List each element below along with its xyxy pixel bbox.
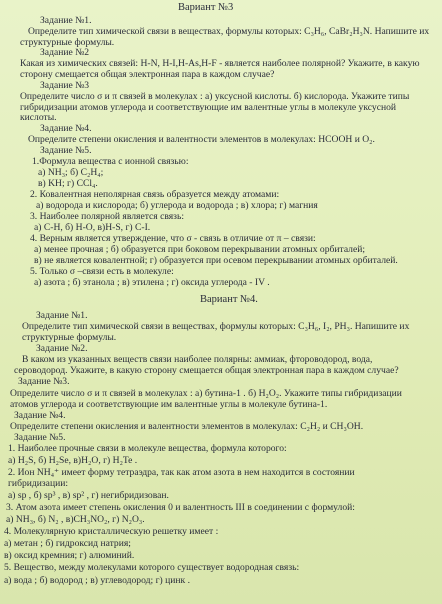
v4-line: Задание №2. [36,343,88,354]
v3-line: 4. Верным является утверждение, что σ - связь в отличие от π – связи: [30,233,316,244]
v3-line: а) азота ; б) этанола ; в) этилена ; г) оксида углерода - IV . [34,277,270,288]
v4-line: а) H₂S, б) H₂Se, в)H₂O, г) H₂Te . [8,455,138,466]
v4-line: а) NH₃, б) N₂ , в)CH₃NO₂, г) N₂O₃. [6,514,145,525]
v4-line: а) вода ; б) водород ; в) углеводород; г) цинк . [4,575,190,586]
v3-line: гибридизации атомов углерода и соответствующие им валентные углы в молекуле уксусной [20,102,397,113]
v4-line: Задание №1. [36,310,88,321]
v3-line: в) не является ковалентной; г) образуется при осевом перекрывании атомных орбиталей. [34,255,398,266]
v3-line: структурные формулы. [20,37,115,48]
v3-line: в) KH; г) CCl₄. [38,178,98,189]
v4-line: Задание №5. [14,432,66,443]
v4-line: 5. Вещество, между молекулами которого существует водородная связь: [4,562,300,573]
v3-line: Задание №1. [40,15,92,26]
v4-line: Определите тип химической связи в веществах, формулы которых: C₃H₆, I₂, PH₃. Напишите их [22,321,410,332]
v3-line: а) менее прочная ; б) образуется при боковом перекрывании атомных орбиталей; [34,244,366,255]
v4-line: атомов углерода и соответствующие им валентные углы в молекуле бутина-1. [10,399,328,410]
v3-line: Какая из химических связей: H-N, H-I,H-As,H-F - является наиболее полярной? Укажите, в какую [20,58,420,69]
v3-line: 5. Только σ –связи есть в молекуле: [30,266,174,277]
v4-line: а) метан ; б) гидроксид натрия; [4,538,131,549]
v4-line: Задание №4. [14,410,66,421]
v4-line: Определите число σ и π связей в молекулах : а) бутина-1 . б) H₂O₂. Укажите типы гибридизации [10,388,402,399]
v4-line: структурные формулы. [22,332,117,343]
v3-line: а) NH₃; б) C₂H₄; [38,167,104,178]
v3-line: Задание №2 [40,47,90,58]
v4-line: В каком из указанных веществ связи наиболее полярны: аммиак, фтороводород, вода, [22,354,373,365]
v3-line: кислоты. [20,112,57,123]
v4-line: 2. Ион NH₄⁺ имеет форму тетраэдра, так как атом азота в нем находится в состоянии [8,467,355,478]
v4-line: Задание №3. [18,376,70,387]
variant3-title: Вариант №3 [178,2,234,13]
v4-line: 1. Наиболее прочные связи в молекуле вещества, формула которого: [8,443,287,454]
v3-line: Задание №3 [40,80,90,91]
v3-line: Определите степени окисления и валентности элементов в молекулах: HCOOH и O₂. [28,134,375,145]
v3-line: сторону смещается общая электронная пара в каждом случае? [20,69,275,80]
v3-line: а) C-H, б) H-O, в)H-S, г) C-I. [34,222,151,233]
v4-line: гибридизации: [8,478,69,489]
v3-line: 2. Ковалентная неполярная связь образуется между атомами: [30,189,280,200]
v3-line: Задание №4. [40,123,92,134]
v3-line: Определите тип химической связи в веществах, формулы которых: C₃H₆, CaBr₂H₃N. Напишите их [28,26,430,37]
v3-line: а) водорода и кислорода; б) углерода и водорода ; в) хлора; г) магния [36,200,318,211]
v4-line: 3. Атом азота имеет степень окисления 0 и валентность III в соединении с формулой: [6,502,355,513]
v3-line: Определите число σ и π связей в молекулах : а) уксусной кислоты. б) кислорода. Укажите типы [20,91,410,102]
v4-line: в) оксид кремния; г) алюминий. [4,550,135,561]
v4-line: 4. Молекулярную кристаллическую решетку имеет : [4,526,219,537]
v3-line: Задание №5. [40,145,92,156]
v4-line: сероводород. Укажите, в какую сторону смещается общая электронная пара в каждом случае? [14,365,399,376]
variant4-title: Вариант №4. [200,294,258,305]
v4-line: Определите степени окисления и валентности элементов в молекулах: C₂H₂ и CH₃OH. [10,421,364,432]
v3-line: 1.Формула вещества с ионной связью: [32,156,189,167]
v3-line: 3. Наиболее полярной является связь: [30,211,184,222]
v4-line: а) sp , б) sp³ , в) sp² , г) негибридизован. [8,490,169,501]
